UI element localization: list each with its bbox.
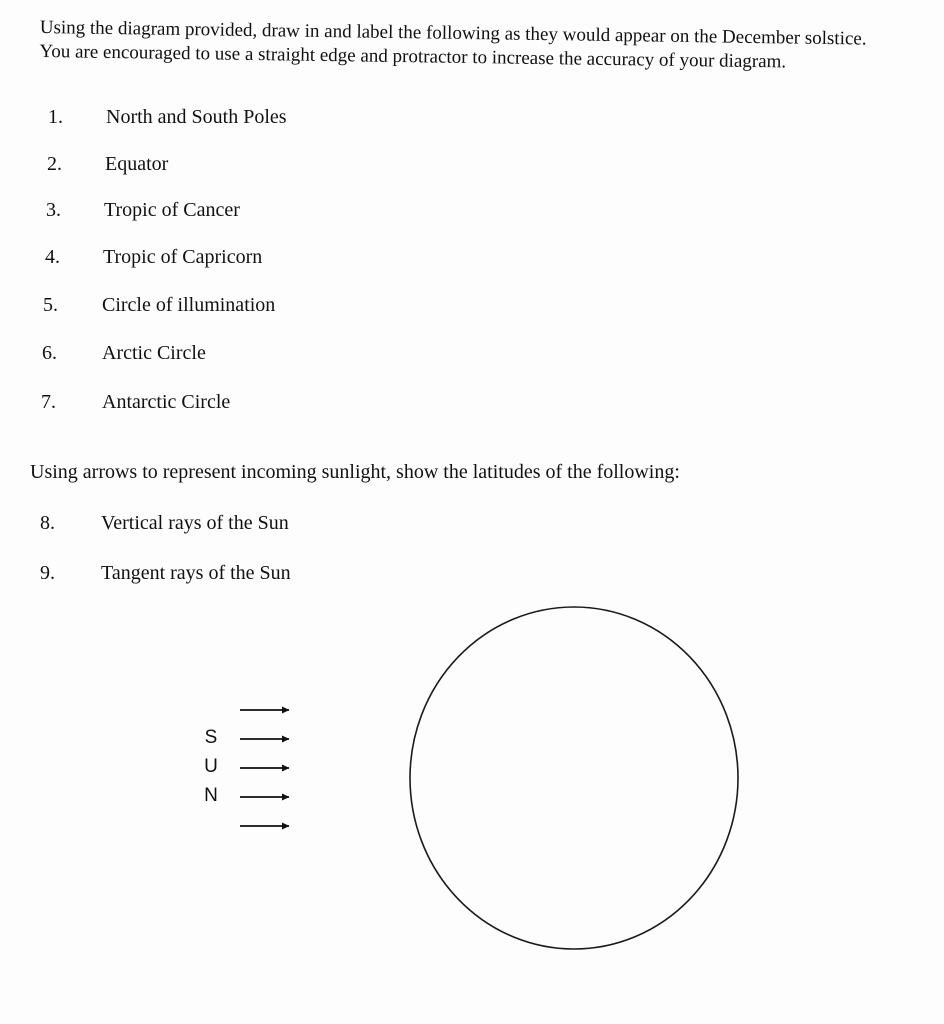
item-label: Circle of illumination: [102, 294, 276, 316]
item-number: 8.: [40, 512, 55, 534]
item-number: 2.: [47, 153, 62, 175]
item-label: Tangent rays of the Sun: [101, 562, 291, 584]
sun-label-letter: N: [204, 785, 218, 806]
intro-instructions: Using the diagram provided, draw in and label the following as they would appear on the December solstice. You are encouraged to use a straight edge and protractor to increase the accuracy of your diagram.: [39, 16, 867, 73]
item-number: 7.: [41, 391, 56, 413]
sun-label-letter: S: [204, 727, 218, 748]
item-number: 4.: [45, 246, 60, 268]
item-label: Equator: [105, 153, 169, 175]
item-number: 1.: [48, 106, 63, 128]
item-label: Tropic of Capricorn: [103, 246, 263, 268]
item-label: Arctic Circle: [102, 342, 206, 364]
item-label: Tropic of Cancer: [104, 199, 240, 221]
item-label: Antarctic Circle: [102, 391, 231, 413]
earth-circle: [410, 607, 738, 949]
item-number: 5.: [43, 294, 58, 316]
item-label: North and South Poles: [106, 106, 287, 128]
sun-label-letter: U: [204, 756, 218, 777]
section2-instructions: Using arrows to represent incoming sunlight, show the latitudes of the following:: [30, 461, 680, 483]
item-label: Vertical rays of the Sun: [101, 512, 289, 534]
item-number: 3.: [46, 199, 61, 221]
item-number: 6.: [42, 342, 57, 364]
item-number: 9.: [40, 562, 55, 584]
